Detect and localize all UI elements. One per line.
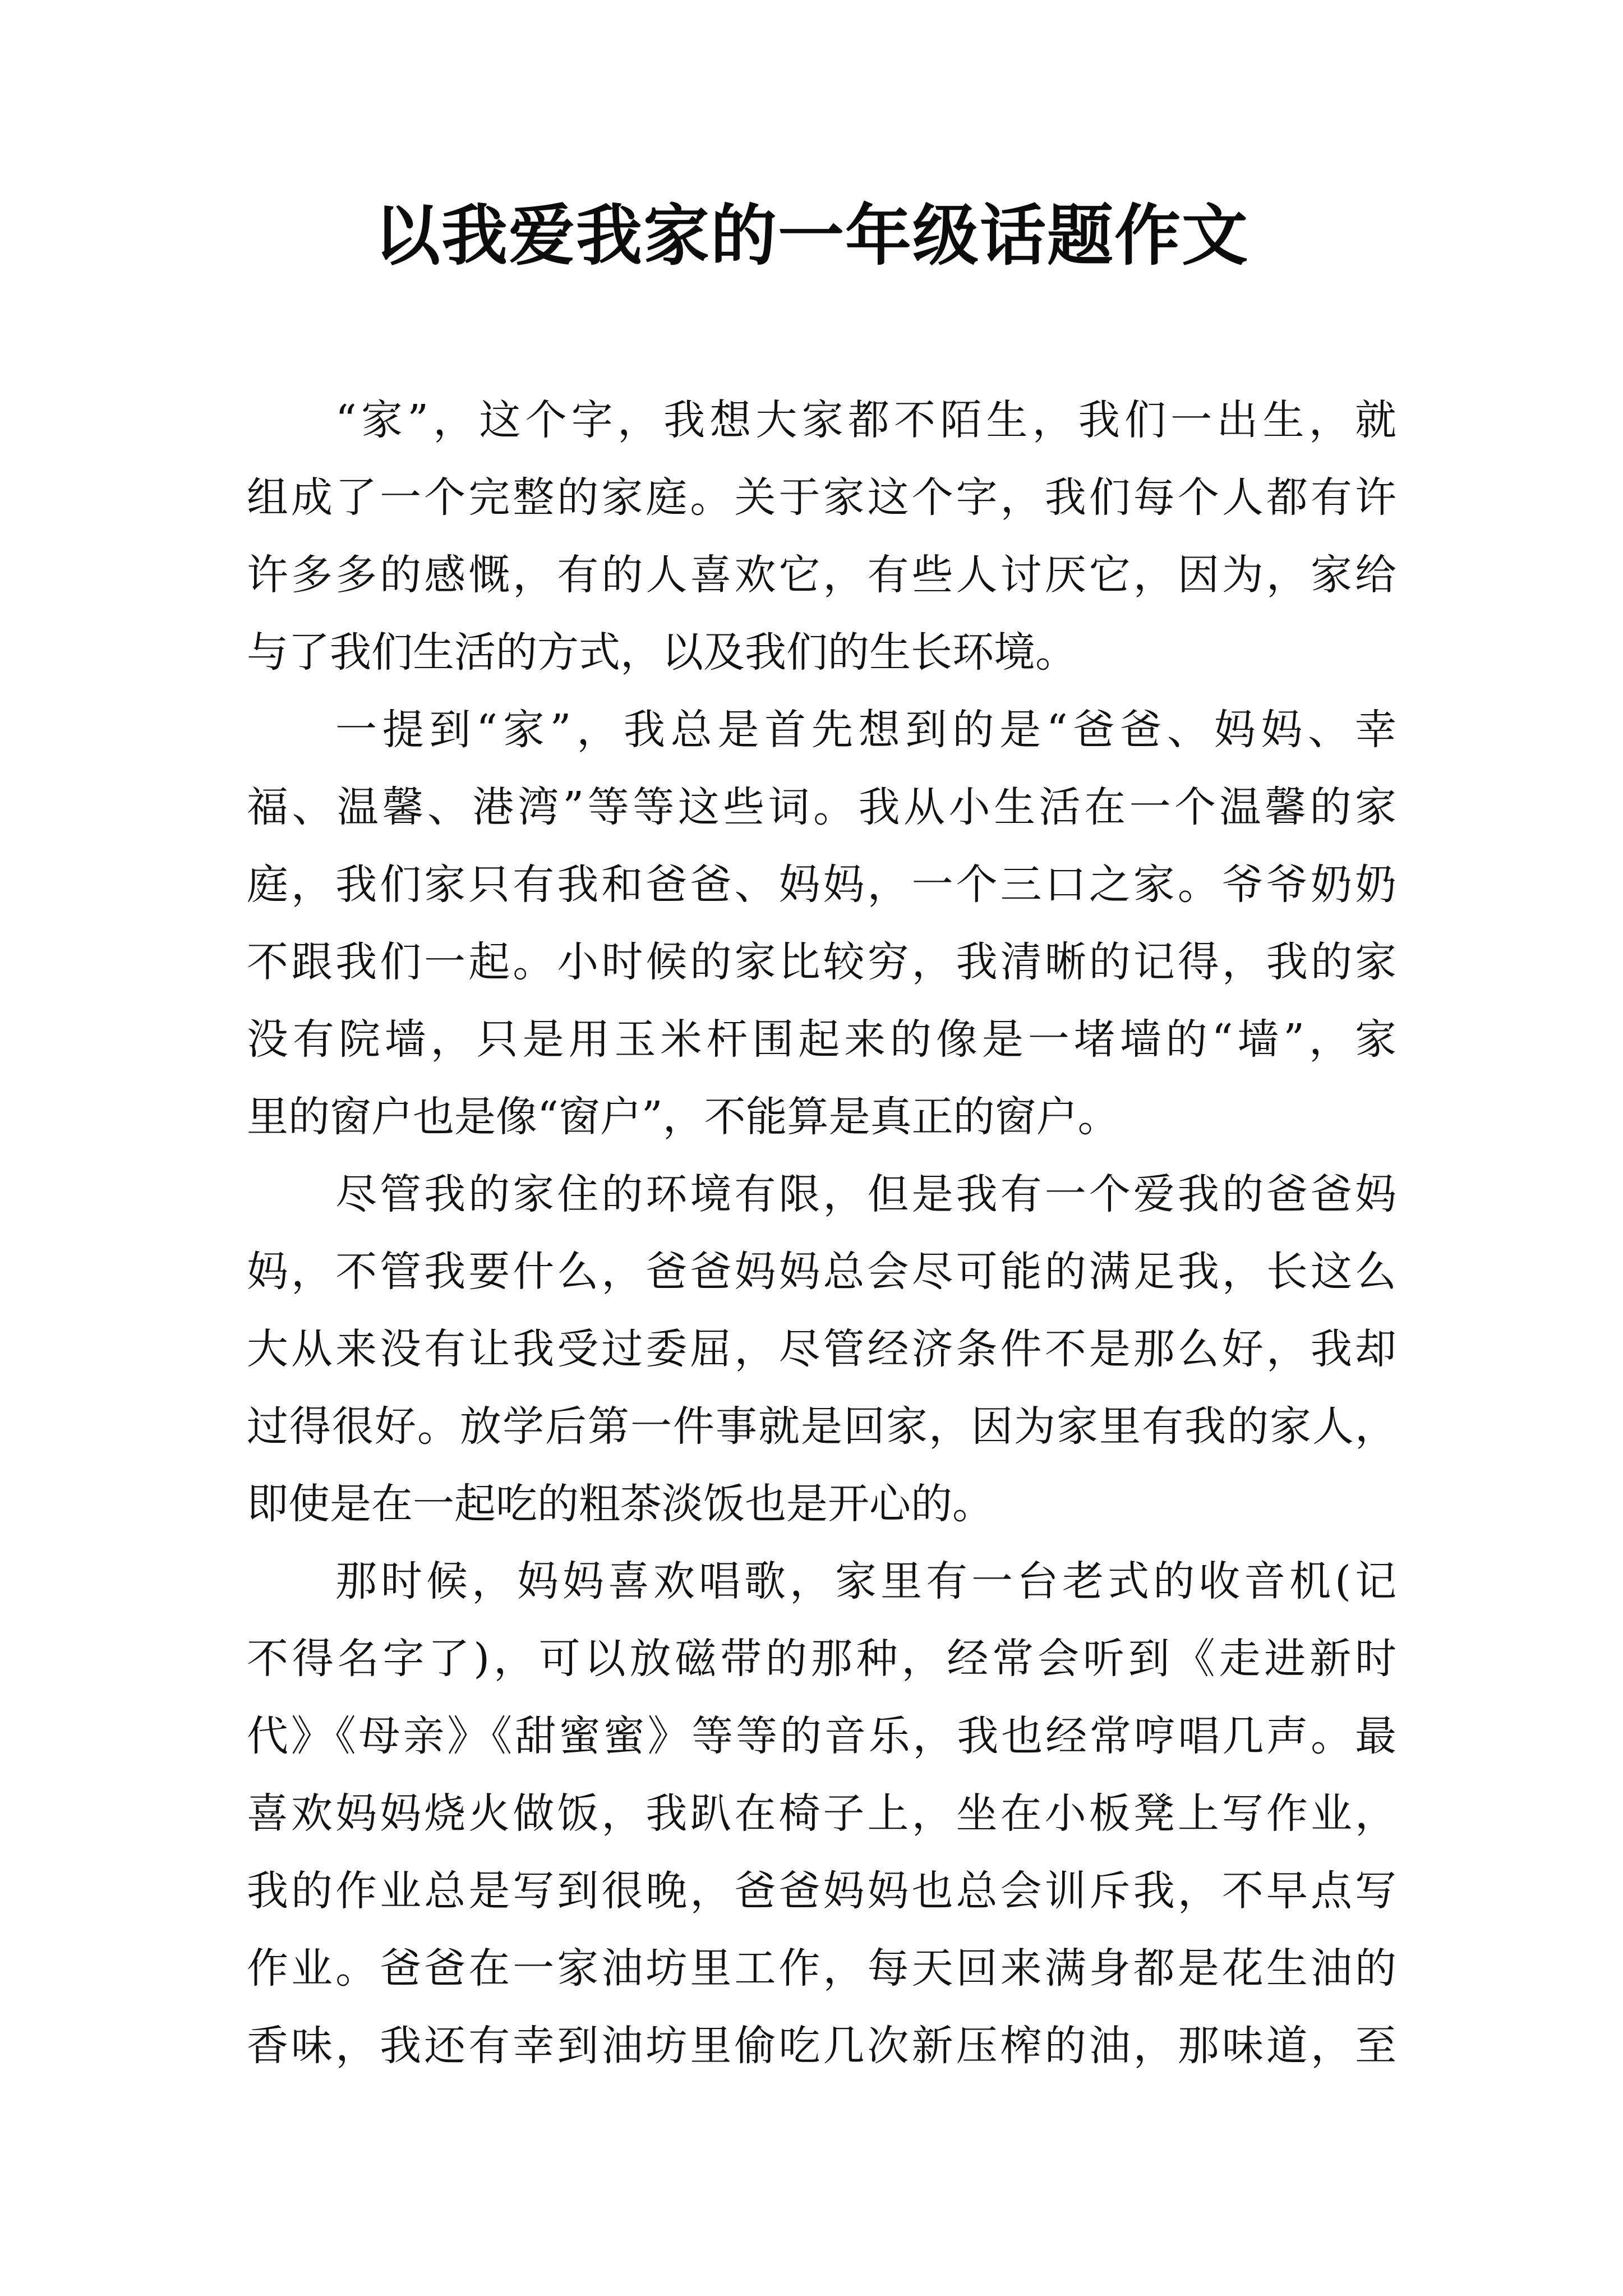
paragraph [247, 691, 1396, 1156]
paragraph-line: 喜欢妈妈烧火做饭，我趴在椅子上，坐在小板凳上写作业， [247, 1789, 1396, 1838]
paragraph-line: 大从来没有让我受过委屈，尽管经济条件不是那么好，我却 [247, 1325, 1396, 1373]
paragraph [247, 381, 1396, 691]
paragraph-line: 过得很好。放学后第一件事就是回家，因为家里有我的家人， [247, 1402, 1396, 1451]
paragraph [247, 1156, 1396, 1543]
document-body [247, 381, 1396, 2085]
paragraph-line: 即使是在一起吃的粗茶淡饭也是开心的。 [247, 1480, 994, 1528]
paragraph-line: 一提到“家”，我总是首先想到的是“爸爸、妈妈、幸 [335, 706, 1396, 754]
paragraph-line: 不跟我们一起。小时候的家比较穷，我清晰的记得，我的家 [247, 938, 1396, 986]
paragraph [247, 1543, 1396, 2085]
paragraph-line: 香味，我还有幸到油坊里偷吃几次新压榨的油，那味道，至 [247, 2022, 1396, 2070]
paragraph-line: “家”，这个字，我想大家都不陌生，我们一出生，就 [335, 396, 1396, 444]
paragraph-line: 妈，不管我要什么，爸爸妈妈总会尽可能的满足我，长这么 [247, 1248, 1396, 1296]
paragraph-line: 庭，我们家只有我和爸爸、妈妈，一个三口之家。爷爷奶奶 [247, 861, 1396, 909]
paragraph-line: 不得名字了)，可以放磁带的那种，经常会听到《走进新时 [247, 1635, 1396, 1683]
paragraph-line: 那时候，妈妈喜欢唱歌，家里有一台老式的收音机(记 [335, 1557, 1396, 1605]
paragraph-line: 与了我们生活的方式，以及我们的生长环境。 [247, 628, 1077, 677]
paragraph-line: 代》《母亲》《甜蜜蜜》等等的音乐，我也经常哼唱几声。最 [247, 1712, 1396, 1760]
paragraph-line: 作业。爸爸在一家油坊里工作，每天回来满身都是花生油的 [247, 1944, 1396, 1993]
paragraph-line: 组成了一个完整的家庭。关于家这个字，我们每个人都有许 [247, 473, 1396, 522]
paragraph-line: 福、温馨、港湾”等等这些词。我从小生活在一个温馨的家 [247, 783, 1396, 831]
paragraph-line: 许多多的感慨，有的人喜欢它，有些人讨厌它，因为，家给 [247, 551, 1396, 599]
paragraph-line: 里的窗户也是像“窗户”，不能算是真正的窗户。 [247, 1093, 1119, 1141]
paragraph-line: 没有院墙，只是用玉米杆围起来的像是一堵墙的“墙”，家 [247, 1015, 1396, 1064]
paragraph-line: 我的作业总是写到很晚，爸爸妈妈也总会训斥我，不早点写 [247, 1867, 1396, 1915]
document-title: 以我爱我家的一年级话题作文 [374, 197, 1249, 274]
paragraph-line: 尽管我的家住的环境有限，但是我有一个爱我的爸爸妈 [335, 1170, 1396, 1218]
